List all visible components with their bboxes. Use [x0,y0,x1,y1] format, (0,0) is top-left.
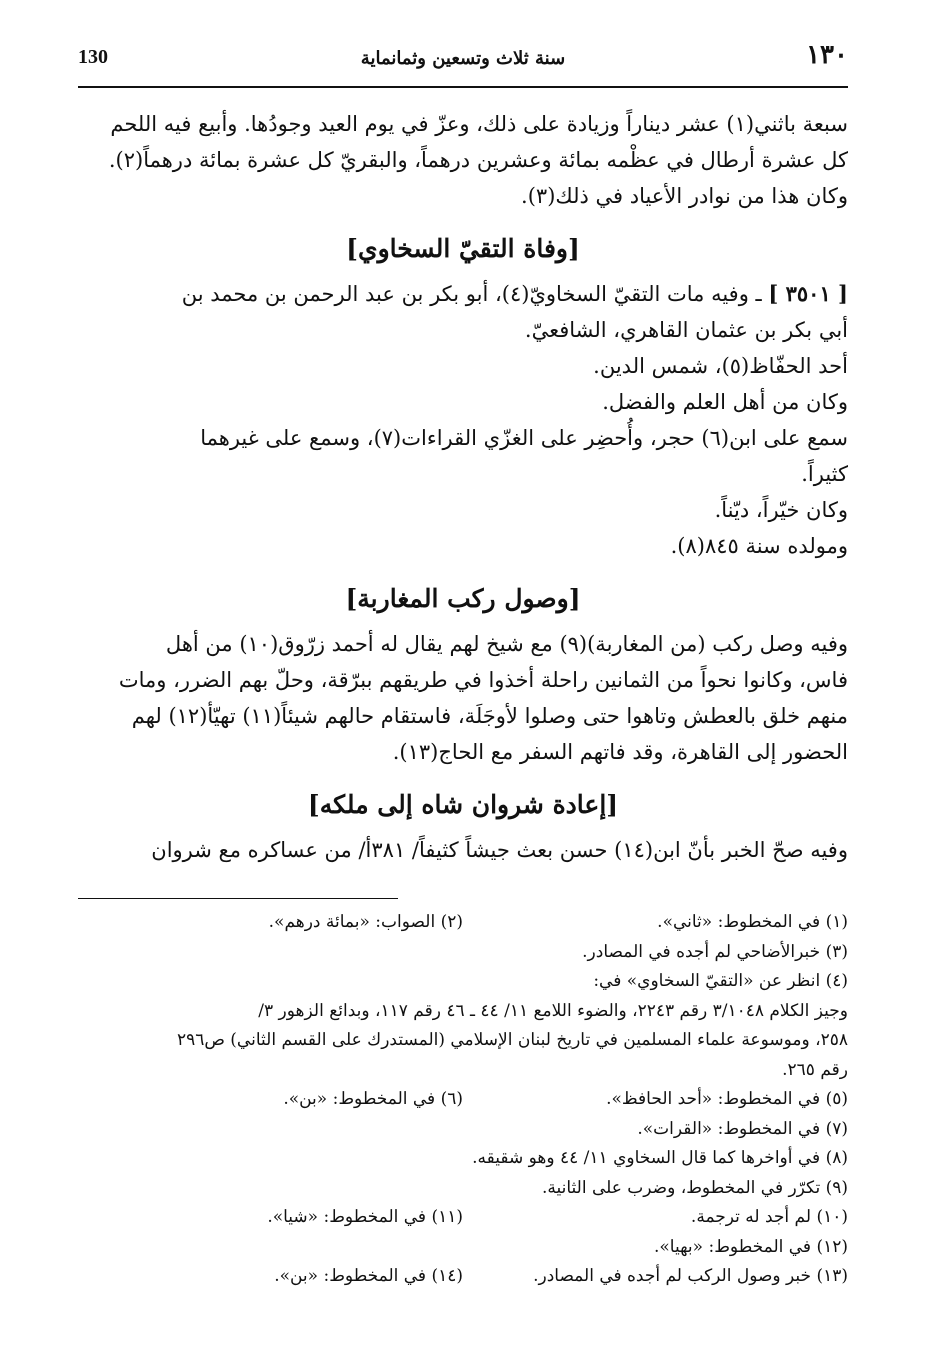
separator-line [78,898,398,899]
footnote-row [78,1144,848,1174]
text-line: سبعة باثني(١) عشر ديناراً وزيادة على ذلك، وعزّ في يوم العيد وجودُها. وأبيع فيه اللحم [110,112,848,136]
page-header [78,38,848,88]
entry-text: ـ وفيه مات التقيّ السخاويّ(٤)، أبو بكر بن عبد الرحمن بن محمد بن [181,282,762,306]
footnote-text: ٢٥٨، وموسوعة علماء المسلمين في تاريخ لبنان الإسلامي (المستدرك على القسم الثاني) ص٢٩٦ [176,1030,848,1050]
text-line: وكان خيّراً، ديّناً. [714,498,848,522]
text-line: أحد الحفّاظ(٥)، شمس الدين. [593,354,848,378]
footnote-text: رقم ٢٦٥. [782,1059,848,1080]
text-line: الحضور إلى القاهرة، وقد فاتهم السفر مع الحاج(١٣). [392,740,848,764]
main-text [78,106,848,868]
text-line: ومولده سنة ٨٤٥(٨). [670,534,848,558]
footnote-row [78,1203,848,1233]
section-heading: [وصول ركب المغاربة] [345,584,581,613]
footnote-text: (١٤) في المخطوط: «بن». [274,1266,463,1286]
running-title: سنة ثلاث وتسعين وثمانماية [360,48,566,69]
footnote-text: (٩) تكرّر في المخطوط، وضرب على الثانية. [541,1177,848,1198]
footnote-row [78,1085,848,1115]
footnote-row [78,938,848,968]
text-line: وكان من أهل العلم والفضل. [602,390,848,414]
page-number-arabic: ١٣٠ [806,40,848,70]
footnote-row [78,1262,848,1292]
footnote-text: (٣) خبرالأضاحي لم أجده في المصادر. [582,941,848,962]
text-line: كل عشرة أرطال في عظْمه بمائة وعشرين درهماً، والبقريّ كل عشرة بمائة درهماً(٢). [108,148,848,172]
footnote-text: (١٣) خبر وصول الركب لم أجده في المصادر. [533,1266,848,1286]
footnote-text: وجيز الكلام ٣/١٠٤٨ رقم ٢٢٤٣، والضوء اللامع ١١/ ٤٤ ـ ٤٦ رقم ١١٧، وبدائع الزهور ٣/ [258,1000,848,1021]
text-line: سمع على ابن(٦) حجر، وأُحضِر على الغزّي القراءات(٧)، وسمع على غيرهما [200,426,848,450]
footnote-text: (٢) الصواب: «بمائة درهم». [268,912,463,932]
book-page [78,38,848,1292]
footnote-row [78,967,848,997]
footnote-row [78,1026,848,1056]
footnotes [78,908,848,1292]
text-line: أبي بكر بن عثمان القاهري، الشافعيّ. [524,318,848,342]
footnote-row [78,1233,848,1263]
text-line: وكان هذا من نوادر الأعياد في ذلك(٣). [521,184,848,208]
footnote-text: (١١) في المخطوط: «شيا». [267,1207,463,1227]
text-line: وفيه صحّ الخبر بأنّ ابن(١٤) حسن بعث جيشاً كثيفاً/ ٣٨١أ/ من عساكره مع شروان [151,838,848,862]
footnote-text: (٧) في المخطوط: «القرات». [637,1118,848,1139]
footnote-row [78,1115,848,1145]
footnote-row [78,1056,848,1086]
text-line: وفيه وصل ركب (من المغاربة)(٩) مع شيخ لهم يقال له أحمد زرّوق(١٠) من أهل [165,632,848,656]
footnote-text: (١٠) لم أجد له ترجمة. [690,1207,848,1227]
footnote-separator [78,868,848,908]
text-line: فاس، وكانوا نحواً من الثمانين راحلة أخذوا في طريقهم ببرّقة، وحلّ بهم الضرر، ومات [118,668,848,692]
footnote-text: (١٢) في المخطوط: «بهيا». [653,1236,848,1257]
footnote-row [78,997,848,1027]
footnote-text: (٦) في المخطوط: «بن». [283,1089,463,1109]
text-line: منهم خلق بالعطش وتاهوا حتى وصلوا لأوجَلَة، فاستقام حالهم شيئاً(١١) تهيّأ(١٢) لهم [131,704,848,728]
footnote-row [78,908,848,938]
footnote-row [78,1174,848,1204]
footnote-text: (١) في المخطوط: «ثاني». [657,912,848,932]
section-heading: [وفاة التقيّ السخاوي] [346,234,580,263]
section-heading: [إعادة شروان شاه إلى ملكه] [307,790,619,819]
entry-number: [ ٣٥٠١ ] [768,281,848,306]
page-number-latin: 130 [78,46,108,68]
footnote-text: (٥) في المخطوط: «أحد الحافظ». [606,1089,848,1109]
text-line: كثيراً. [801,462,848,486]
entry-line [78,276,848,312]
footnote-text: (٨) في أواخرها كما قال السخاوي ١١/ ٤٤ وهو شقيقه. [472,1148,848,1168]
footnote-text: (٤) انظر عن «التقيّ السخاوي» في: [593,971,848,991]
